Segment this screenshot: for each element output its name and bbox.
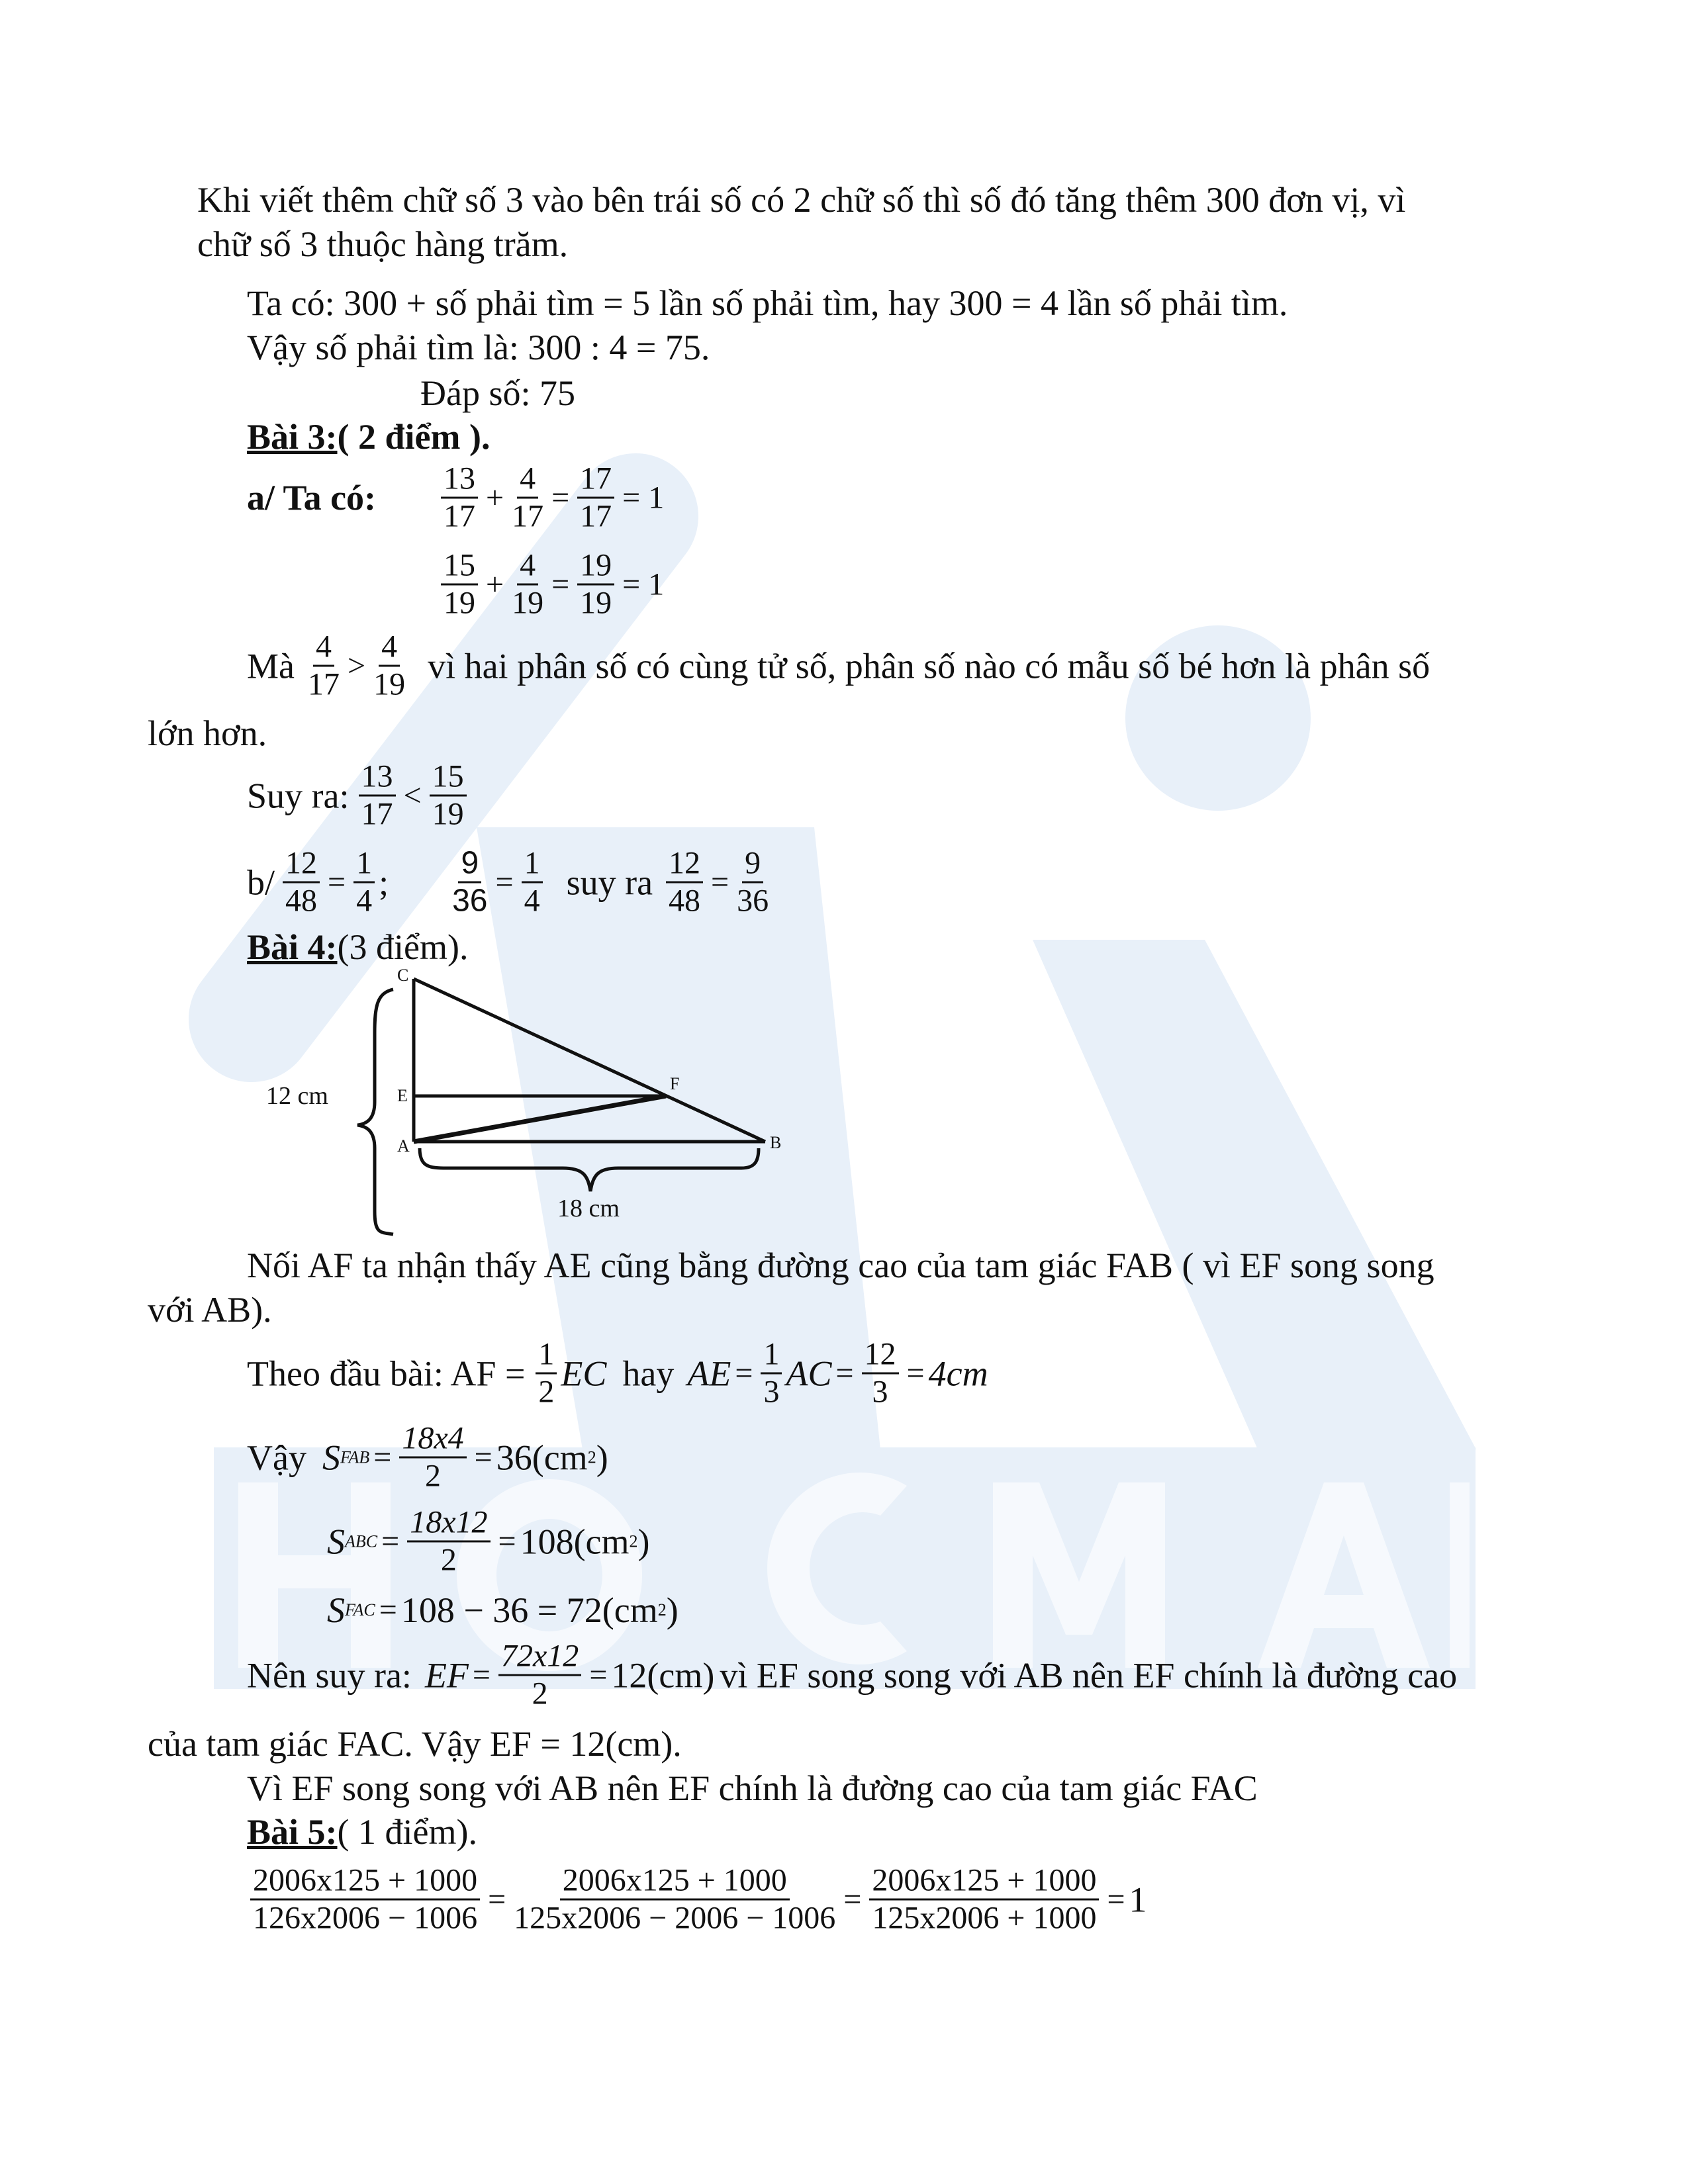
- math-part: 125x2006 − 2006 − 1006: [514, 1900, 836, 1936]
- math-part: AE: [687, 1353, 731, 1393]
- math-part: 17: [577, 461, 614, 499]
- base-label: 18 cm: [557, 1195, 620, 1222]
- fraction: [407, 1505, 490, 1578]
- math-part: =: [551, 480, 570, 515]
- math-part: 19: [444, 585, 475, 621]
- math-part: 19: [432, 796, 464, 832]
- math-part: 1: [353, 846, 375, 884]
- math-part: 13: [441, 461, 478, 499]
- label-e: E: [397, 1086, 408, 1105]
- height-brace: [357, 989, 393, 1234]
- math-part: 17: [580, 498, 612, 534]
- math-part: Suy ra:: [247, 776, 350, 815]
- math-part: 19: [577, 548, 614, 586]
- math-part: 3: [872, 1374, 888, 1410]
- segment-cb: [414, 979, 765, 1142]
- fraction: [514, 1863, 835, 1936]
- ef-line-2: của tam giác FAC. Vậy EF = 12(cm).: [148, 1724, 682, 1764]
- math-part: EC: [561, 1353, 607, 1393]
- area-fac: [327, 1591, 679, 1629]
- math-part: 12: [283, 846, 320, 884]
- math-part: =: [711, 864, 729, 899]
- math-part: 18x4: [399, 1421, 466, 1459]
- math-part: 2006x125 + 1000: [560, 1863, 790, 1901]
- math-part: Nên suy ra:: [247, 1655, 412, 1695]
- math-part: =: [906, 1355, 925, 1390]
- math-part: 9: [458, 846, 481, 884]
- bai5-equation: [246, 1863, 1147, 1936]
- math-part: S: [327, 1522, 345, 1561]
- segment-af: [414, 1096, 666, 1142]
- math-part: 17: [361, 796, 393, 832]
- math-part: 48: [285, 883, 318, 919]
- math-part: FAB: [340, 1447, 370, 1467]
- fraction: [536, 1337, 557, 1410]
- math-part: =: [551, 567, 570, 602]
- math-part: =: [381, 1524, 400, 1559]
- fraction: [862, 1337, 899, 1410]
- math-part: 19: [373, 666, 406, 702]
- math-part: S: [322, 1437, 340, 1477]
- intro-line-1: Khi viết thêm chữ số 3 vào bên trái số có 2 chữ số thì số đó tăng thêm 300 đơn vị, vì: [197, 180, 1406, 220]
- label-f: F: [670, 1074, 680, 1093]
- math-part: 12: [862, 1337, 899, 1375]
- bai4-theo-line: [247, 1337, 988, 1410]
- math-part: 2: [440, 1542, 457, 1578]
- math-part: Vậy: [247, 1437, 306, 1477]
- bai3-points: ( 2 điểm ).: [337, 417, 491, 457]
- math-part: =: [843, 1882, 862, 1917]
- ef-line: [247, 1639, 1457, 1712]
- math-part: =: [474, 1439, 492, 1475]
- math-part: Theo đầu bài: AF =: [247, 1353, 526, 1393]
- bai5-heading: [247, 1813, 477, 1851]
- fraction: [498, 1639, 581, 1712]
- fraction: [761, 1337, 782, 1410]
- math-part: 9: [742, 846, 763, 884]
- ef-line-3: Vì EF song song với AB nên EF chính là đường cao của tam giác FAC: [247, 1768, 1258, 1808]
- math-part: =: [1107, 1882, 1125, 1917]
- math-part: 17: [444, 498, 475, 534]
- math-part: 17: [307, 666, 340, 702]
- math-part: 2: [657, 1600, 667, 1619]
- math-part: =: [328, 864, 346, 899]
- math-part: AC: [786, 1353, 832, 1393]
- math-part: b/: [247, 862, 275, 902]
- intro-line-3: Ta có: 300 + số phải tìm = 5 lần số phải tìm, hay 300 = 4 lần số phải tìm.: [247, 283, 1288, 323]
- math-part: 15: [430, 759, 467, 797]
- math-part: 2: [587, 1447, 596, 1467]
- math-part: vì EF song song với AB nên EF chính là đường cao: [720, 1655, 1458, 1695]
- math-part: =: [622, 567, 641, 602]
- area-abc: [327, 1505, 650, 1578]
- math-part: 36: [452, 883, 488, 919]
- math-part: 15: [441, 548, 478, 586]
- math-part: ABC: [345, 1531, 378, 1551]
- math-part: 12: [666, 846, 703, 884]
- math-part: 48: [669, 883, 701, 919]
- math-part: 1: [1129, 1880, 1147, 1919]
- math-part: 4: [356, 883, 373, 919]
- bai3-title: Bài 3:: [247, 417, 338, 457]
- math-part: 72x12: [498, 1639, 581, 1676]
- math-part: 1: [522, 846, 543, 884]
- bai4-title: Bài 4:: [247, 927, 338, 967]
- bai3-a-label: a/ Ta có:: [247, 478, 377, 518]
- math-part: +: [486, 480, 504, 515]
- math-part: 17: [512, 498, 544, 534]
- math-part: EF: [424, 1655, 469, 1695]
- math-part: <: [403, 778, 422, 813]
- math-part: 13: [359, 759, 396, 797]
- math-part: =: [835, 1355, 854, 1390]
- label-c: C: [397, 966, 409, 985]
- math-part: 1: [536, 1337, 557, 1375]
- math-part: 4: [517, 548, 538, 586]
- math-part: =: [495, 864, 514, 899]
- bai3-ma-line-2: lớn hơn.: [148, 713, 267, 753]
- intro-line-2: chữ số 3 thuộc hàng trăm.: [197, 224, 569, 264]
- math-part: 4cm: [928, 1353, 988, 1393]
- math-part: 2: [629, 1531, 638, 1551]
- intro-answer: Đáp số: 75: [420, 373, 575, 413]
- math-part: 2: [532, 1676, 548, 1711]
- area-fab: [247, 1421, 608, 1494]
- math-part: 36(cm: [496, 1437, 588, 1477]
- math-part: ;: [379, 862, 389, 902]
- bai4-points: (3 điểm).: [337, 927, 469, 967]
- math-part: =: [589, 1657, 608, 1692]
- math-part: 126x2006 − 1006: [253, 1900, 478, 1936]
- math-part: 18x12: [407, 1505, 490, 1543]
- math-part: +: [486, 567, 504, 602]
- bai4-p1-cont: với AB).: [148, 1290, 272, 1330]
- fraction: [869, 1863, 1099, 1936]
- math-part: 2006x125 + 1000: [869, 1863, 1099, 1901]
- fraction: [250, 1863, 480, 1936]
- label-a: A: [397, 1136, 410, 1156]
- math-part: FAC: [345, 1600, 375, 1619]
- math-part: =: [735, 1355, 753, 1390]
- math-part: Mà: [247, 646, 295, 686]
- math-part: S: [327, 1590, 345, 1630]
- bai4-p1: Nối AF ta nhận thấy AE cũng bằng đường cao của tam giác FAB ( vì EF song song: [247, 1246, 1434, 1285]
- math-part: 1: [648, 567, 665, 602]
- math-part: 36: [737, 883, 769, 919]
- math-part: ): [637, 1522, 650, 1561]
- math-part: 12(cm): [611, 1655, 715, 1695]
- math-part: 108(cm: [520, 1522, 630, 1561]
- math-part: 4: [313, 629, 334, 667]
- math-part: 4: [379, 629, 400, 667]
- math-part: ): [596, 1437, 608, 1477]
- math-part: 108 − 36 = 72(cm: [400, 1590, 658, 1630]
- math-part: 1: [648, 480, 665, 515]
- label-b: B: [770, 1133, 782, 1152]
- height-label: 12 cm: [266, 1082, 328, 1110]
- intro-line-4: Vậy số phải tìm là: 300 : 4 = 75.: [247, 328, 710, 367]
- math-part: 3: [763, 1374, 780, 1410]
- math-part: =: [472, 1657, 491, 1692]
- math-part: 4: [517, 461, 538, 499]
- math-part: >: [347, 648, 366, 683]
- math-part: suy ra: [566, 862, 653, 902]
- math-part: vì hai phân số có cùng tử số, phân số nào có mẫu số bé hơn là phân số: [428, 646, 1430, 686]
- math-part: =: [498, 1524, 516, 1559]
- base-brace: [420, 1148, 759, 1191]
- math-part: =: [379, 1592, 397, 1627]
- math-part: [266, 1082, 620, 1222]
- math-part: =: [622, 480, 641, 515]
- math-part: 4: [524, 883, 540, 919]
- math-part: =: [488, 1882, 506, 1917]
- math-part: 19: [580, 585, 612, 621]
- bai5-title: Bài 5:: [247, 1812, 338, 1852]
- math-part: 125x2006 + 1000: [872, 1900, 1097, 1936]
- math-part: 1: [761, 1337, 782, 1375]
- math-part: 2006x125 + 1000: [250, 1863, 480, 1901]
- bai5-points: ( 1 điểm).: [337, 1812, 477, 1852]
- math-part: 19: [512, 585, 544, 621]
- math-part: 2: [538, 1374, 555, 1410]
- fraction: [399, 1421, 466, 1494]
- math-part: 2: [425, 1458, 441, 1494]
- math-part: hay: [622, 1353, 675, 1393]
- math-part: =: [373, 1439, 392, 1475]
- math-part: ): [666, 1590, 679, 1630]
